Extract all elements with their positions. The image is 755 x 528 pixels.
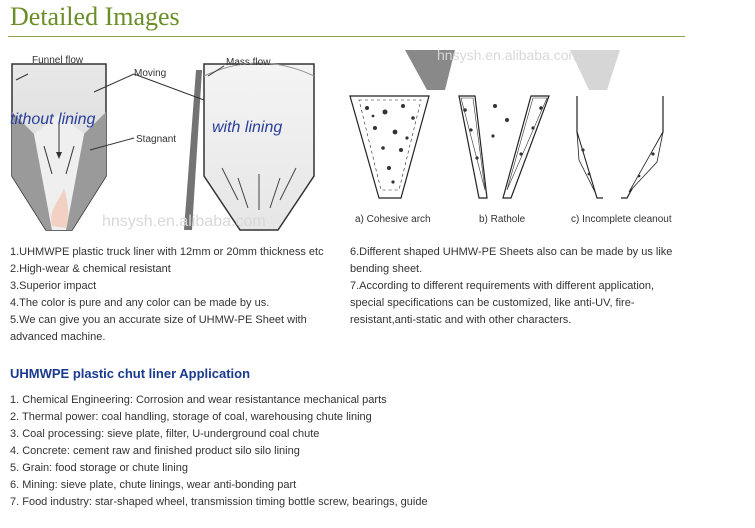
description-left — [10, 244, 342, 346]
description-line: resistant,anti-static and with other characters. — [350, 314, 572, 326]
list-item: 2. Thermal power: coal handling, storage of coal, warehousing chute lining — [10, 411, 372, 423]
list-item: 1. Chemical Engineering: Corrosion and wear resistantance mechanical parts — [10, 394, 387, 406]
application-list — [10, 392, 428, 511]
label-without-lining: tithout lining — [10, 111, 96, 128]
description-line: 4.The color is pure and any color can be made by us. — [10, 297, 270, 309]
description-line: 1.UHMWPE plastic truck liner with 12mm or 20mm thickness etc — [10, 246, 324, 258]
list-item: 4. Concrete: cement raw and finished product silo silo lining — [10, 445, 300, 457]
hopper-incomplete-cleanout — [577, 96, 663, 198]
label-funnel-flow: Funnel flow — [32, 55, 84, 66]
application-heading: UHMWPE plastic chut liner Application — [10, 366, 251, 381]
list-item: 6. Mining: sieve plate, chute linings, wear anti-bonding part — [10, 479, 297, 491]
description-line: 7.According to different requirements with different application, — [350, 280, 655, 292]
mass-flow-silo — [204, 63, 314, 230]
list-item: 7. Food industry: star-shaped wheel, transmission timing bottle screw, bearings, guide — [10, 496, 428, 508]
caption-cohesive-arch: a) Cohesive arch — [355, 214, 431, 225]
hopper-problems-image — [345, 50, 685, 240]
label-moving: Moving — [134, 68, 167, 79]
description-line: special specifications can be customized, like anti-UV, fire- — [350, 297, 635, 309]
description-line: 2.High-wear & chemical resistant — [10, 263, 171, 275]
hopper-rathole — [459, 96, 549, 198]
funnel-flow-silo — [12, 64, 106, 230]
caption-incomplete-cleanout: c) Incomplete cleanout — [571, 214, 672, 225]
list-item: 5. Grain: food storage or chute lining — [10, 462, 188, 474]
caption-rathole: b) Rathole — [479, 214, 526, 225]
description-line: advanced machine. — [10, 331, 106, 343]
watermark-left: hnsysh.en.alibaba.com — [102, 213, 266, 230]
description-line: bending sheet. — [350, 263, 423, 275]
hopper-cohesive-arch — [350, 96, 429, 198]
description-line: 5.We can give you an accurate size of UHMW-PE Sheet with — [10, 314, 307, 326]
description-right — [350, 244, 690, 329]
section-title: Detailed Images — [10, 2, 180, 31]
title-divider — [8, 36, 685, 37]
description-line: 6.Different shaped UHMW-PE Sheets also can be made by us like — [350, 246, 673, 258]
list-item: 3. Coal processing: sieve plate, filter, U-underground coal chute — [10, 428, 320, 440]
label-mass-flow: Mass flow — [226, 57, 271, 68]
description-line: 3.Superior impact — [10, 280, 97, 292]
label-stagnant: Stagnant — [136, 134, 177, 145]
flow-comparison-image — [8, 50, 343, 240]
label-with-lining: with lining — [212, 119, 283, 136]
watermark-right: hnsysh.en.alibaba.com — [437, 50, 581, 63]
